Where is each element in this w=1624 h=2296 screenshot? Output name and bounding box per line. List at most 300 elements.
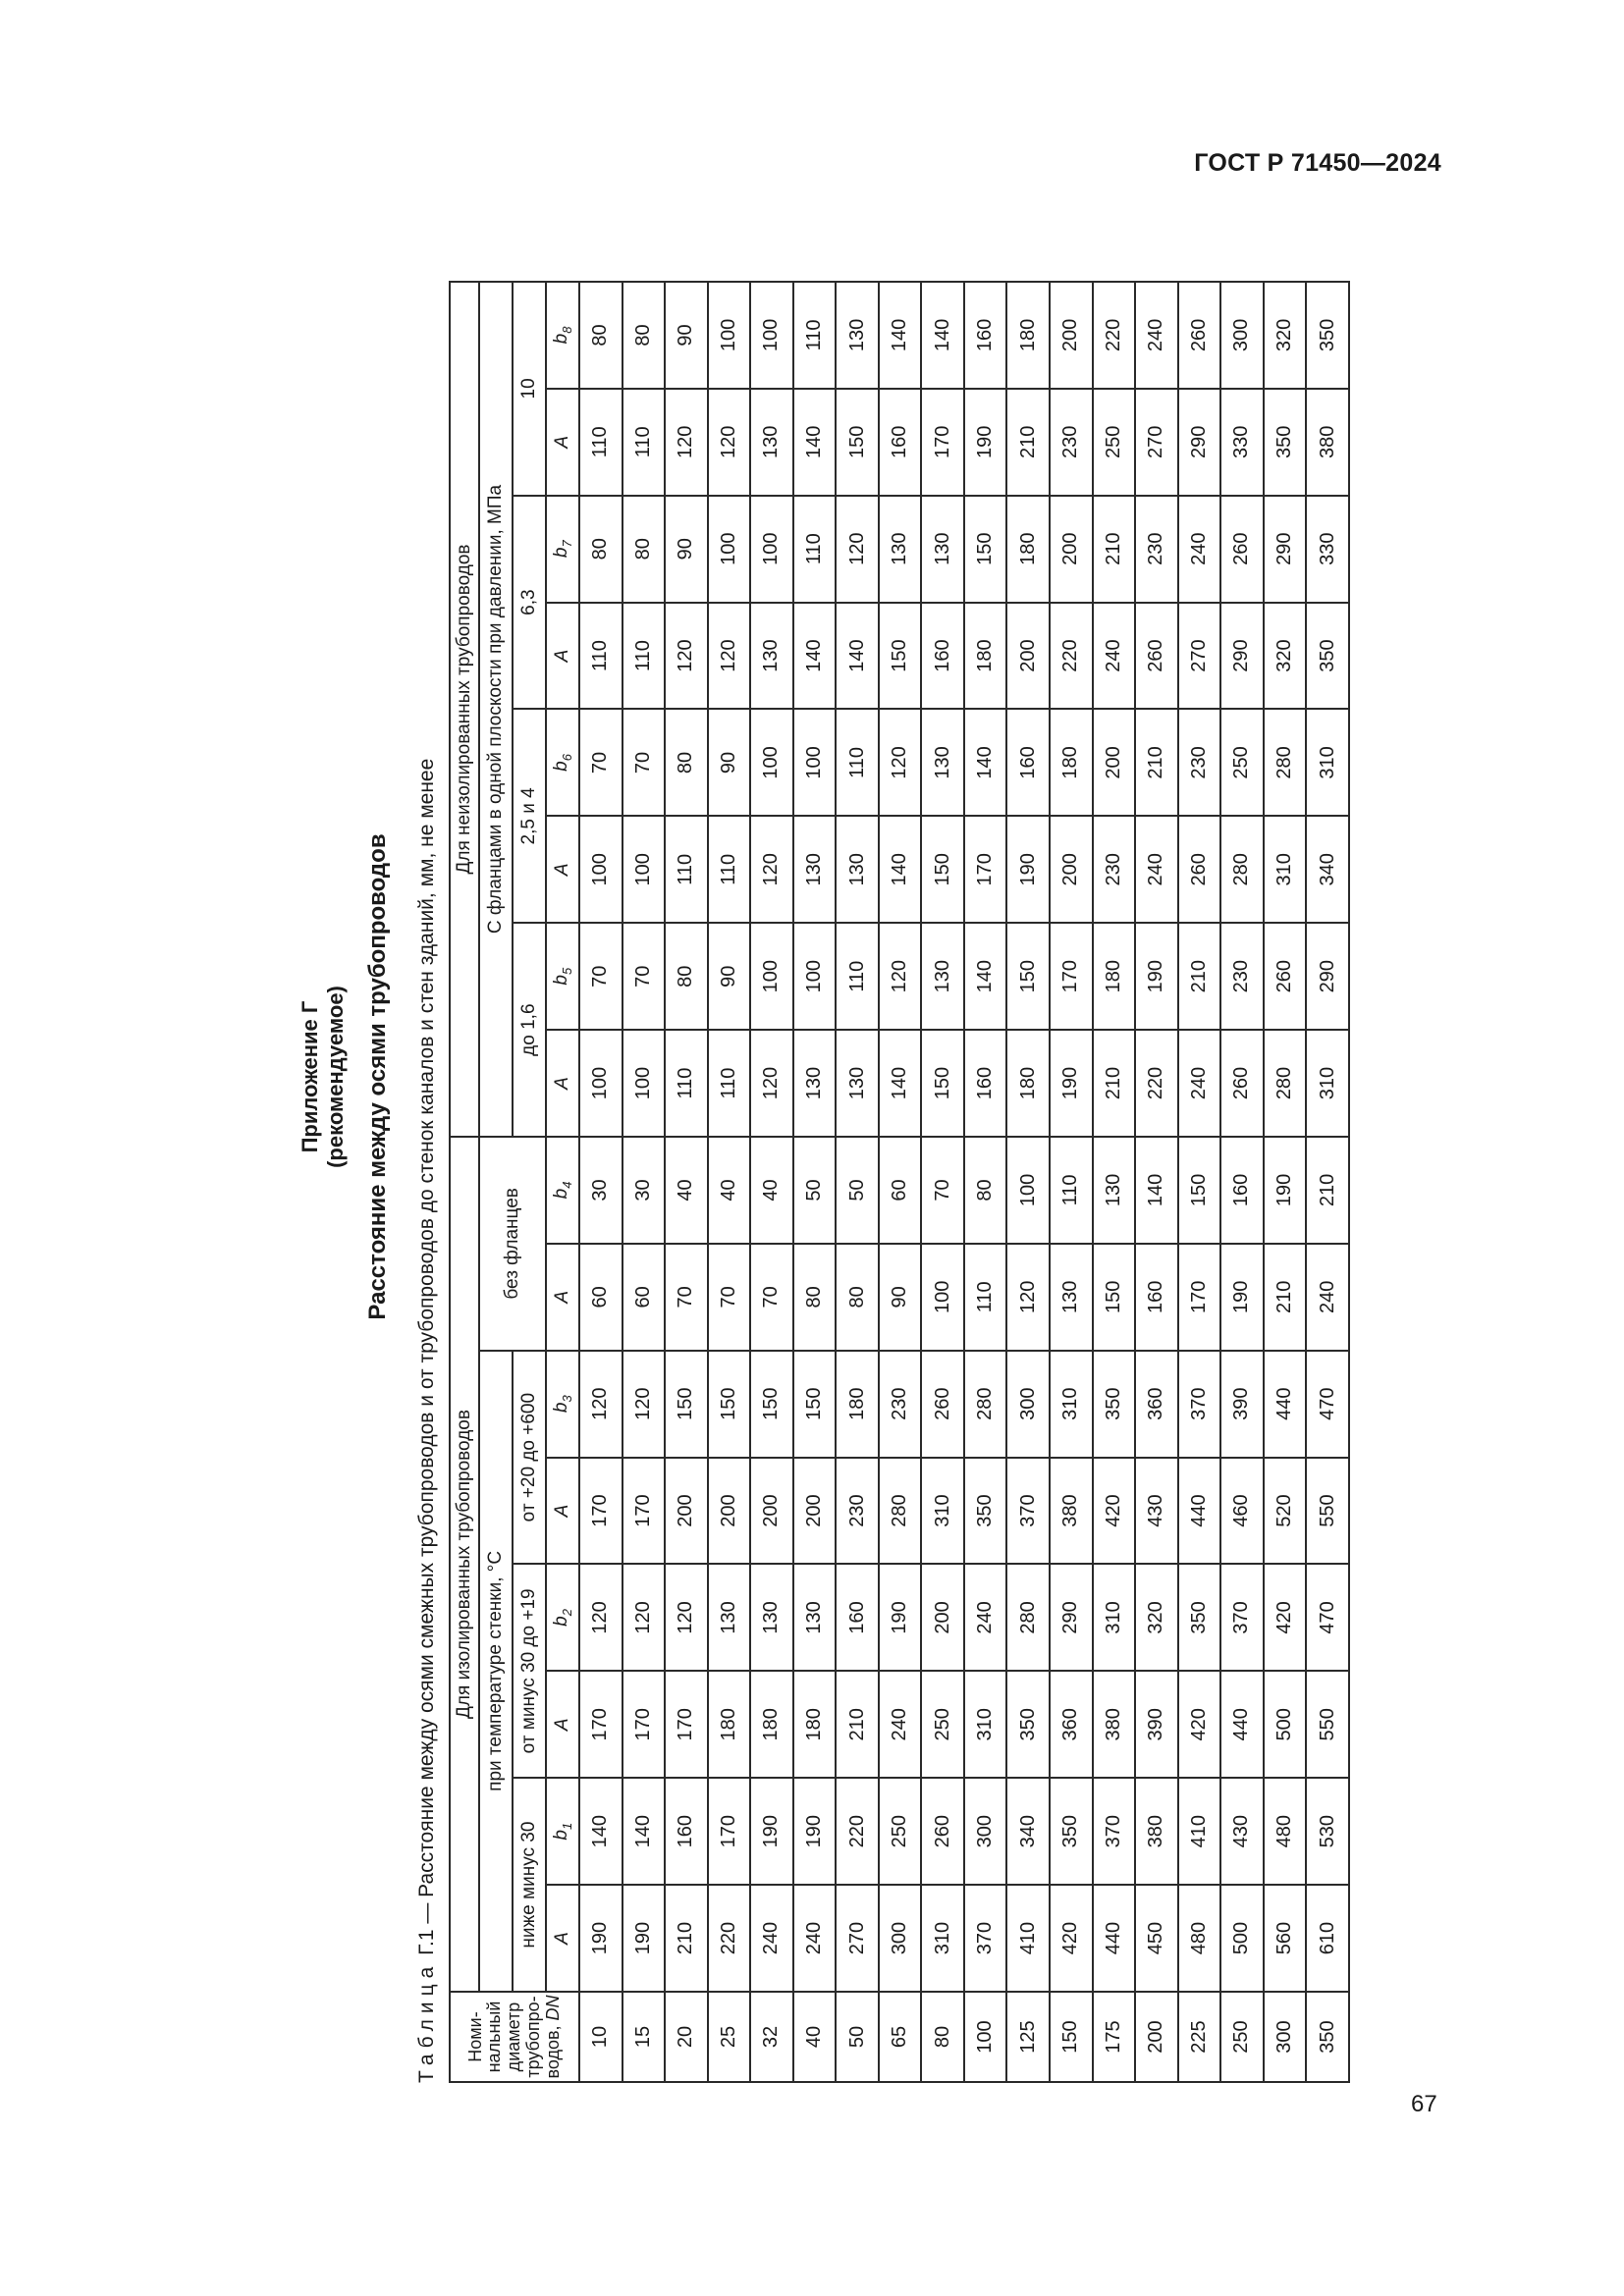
value-cell: 190 xyxy=(1006,816,1050,923)
value-cell: 450 xyxy=(1135,1885,1178,1992)
column-header: $b_6$ xyxy=(546,710,579,817)
value-cell: 150 xyxy=(665,1351,708,1458)
value-cell: 70 xyxy=(623,923,666,1030)
value-cell: 200 xyxy=(1050,816,1093,923)
table-row xyxy=(964,282,1007,2082)
value-cell: 390 xyxy=(1220,1351,1264,1458)
value-cell: 110 xyxy=(623,603,666,710)
value-cell: 250 xyxy=(1220,710,1264,817)
value-cell: 100 xyxy=(793,923,837,1030)
table-row xyxy=(750,282,793,2082)
value-cell: 220 xyxy=(1050,603,1093,710)
column-header: А xyxy=(546,1458,579,1565)
value-cell: 200 xyxy=(921,1565,964,1672)
value-cell: 370 xyxy=(964,1885,1007,1992)
value-cell: 160 xyxy=(1135,1244,1178,1351)
value-cell: 90 xyxy=(665,282,708,389)
appendix-title: Приложение Г xyxy=(298,1000,322,1153)
value-cell: 160 xyxy=(921,603,964,710)
value-cell: 120 xyxy=(836,496,879,603)
value-cell: 130 xyxy=(879,496,922,603)
value-cell: 100 xyxy=(921,1244,964,1351)
value-cell: 350 xyxy=(1093,1351,1136,1458)
value-cell: 310 xyxy=(1264,816,1307,923)
value-cell: 150 xyxy=(1093,1244,1136,1351)
value-cell: 180 xyxy=(1006,496,1050,603)
value-cell: 90 xyxy=(665,496,708,603)
table-row xyxy=(921,282,964,2082)
value-cell: 100 xyxy=(708,282,751,389)
table-row xyxy=(1178,282,1221,2082)
value-cell: 120 xyxy=(708,389,751,496)
value-cell: 310 xyxy=(1093,1565,1136,1672)
value-cell: 180 xyxy=(1006,282,1050,389)
value-cell: 100 xyxy=(579,816,623,923)
value-cell: 530 xyxy=(1306,1778,1349,1885)
value-cell: 120 xyxy=(879,710,922,817)
value-cell: 30 xyxy=(579,1137,623,1244)
value-cell: 420 xyxy=(1093,1458,1136,1565)
value-cell: 70 xyxy=(665,1244,708,1351)
value-cell: 50 xyxy=(836,1137,879,1244)
value-cell: 110 xyxy=(836,710,879,817)
value-cell: 140 xyxy=(793,603,837,710)
value-cell: 90 xyxy=(708,710,751,817)
rotated-content xyxy=(288,71,1417,2083)
value-cell: 260 xyxy=(921,1351,964,1458)
value-cell: 190 xyxy=(1135,923,1178,1030)
header-pressure-4: 10 xyxy=(513,282,546,496)
value-cell: 260 xyxy=(1178,282,1221,389)
value-cell: 350 xyxy=(1306,282,1349,389)
dn-cell: 10 xyxy=(579,1992,623,2082)
value-cell: 320 xyxy=(1264,282,1307,389)
value-cell: 100 xyxy=(793,710,837,817)
value-cell: 180 xyxy=(1006,1030,1050,1137)
value-cell: 610 xyxy=(1306,1885,1349,1992)
dn-cell: 125 xyxy=(1006,1992,1050,2082)
value-cell: 240 xyxy=(1178,1030,1221,1137)
value-cell: 210 xyxy=(1264,1244,1307,1351)
value-cell: 240 xyxy=(750,1885,793,1992)
value-cell: 110 xyxy=(665,816,708,923)
value-cell: 290 xyxy=(1178,389,1221,496)
table-row xyxy=(1264,282,1307,2082)
column-header: $b_8$ xyxy=(546,282,579,389)
value-cell: 390 xyxy=(1135,1671,1178,1778)
value-cell: 70 xyxy=(579,710,623,817)
value-cell: 430 xyxy=(1220,1778,1264,1885)
value-cell: 80 xyxy=(579,282,623,389)
table-row xyxy=(1050,282,1093,2082)
value-cell: 210 xyxy=(665,1885,708,1992)
dn-cell: 15 xyxy=(623,1992,666,2082)
value-cell: 370 xyxy=(1006,1458,1050,1565)
value-cell: 170 xyxy=(1178,1244,1221,1351)
dn-cell: 225 xyxy=(1178,1992,1221,2082)
value-cell: 260 xyxy=(921,1778,964,1885)
value-cell: 210 xyxy=(1306,1137,1349,1244)
value-cell: 370 xyxy=(1093,1778,1136,1885)
value-cell: 40 xyxy=(708,1137,751,1244)
header-flanges: С фланцами в одной плоскости при давлении, МПа xyxy=(479,282,513,1137)
value-cell: 150 xyxy=(921,1030,964,1137)
header-dn: Номи-нальный диаметр трубопро-водов, DN xyxy=(450,1992,579,2082)
value-cell: 130 xyxy=(836,282,879,389)
value-cell: 70 xyxy=(579,923,623,1030)
value-cell: 360 xyxy=(1135,1351,1178,1458)
value-cell: 110 xyxy=(793,496,837,603)
value-cell: 160 xyxy=(1220,1137,1264,1244)
value-cell: 220 xyxy=(1093,282,1136,389)
value-cell: 120 xyxy=(623,1565,666,1672)
value-cell: 140 xyxy=(964,710,1007,817)
value-cell: 100 xyxy=(579,1030,623,1137)
table-row xyxy=(579,282,623,2082)
value-cell: 120 xyxy=(708,603,751,710)
value-cell: 230 xyxy=(836,1458,879,1565)
value-cell: 410 xyxy=(1006,1885,1050,1992)
column-header: $b_1$ xyxy=(546,1778,579,1885)
value-cell: 440 xyxy=(1178,1458,1221,1565)
value-cell: 350 xyxy=(1306,603,1349,710)
value-cell: 260 xyxy=(1264,923,1307,1030)
value-cell: 60 xyxy=(623,1244,666,1351)
column-header: А xyxy=(546,389,579,496)
value-cell: 110 xyxy=(665,1030,708,1137)
table-row xyxy=(1006,282,1050,2082)
value-cell: 140 xyxy=(921,282,964,389)
value-cell: 130 xyxy=(1093,1137,1136,1244)
value-cell: 170 xyxy=(708,1778,751,1885)
value-cell: 110 xyxy=(623,389,666,496)
value-cell: 380 xyxy=(1306,389,1349,496)
column-header: $b_7$ xyxy=(546,496,579,603)
value-cell: 310 xyxy=(964,1671,1007,1778)
value-cell: 130 xyxy=(836,1030,879,1137)
value-cell: 120 xyxy=(579,1351,623,1458)
value-cell: 310 xyxy=(921,1885,964,1992)
value-cell: 310 xyxy=(921,1458,964,1565)
value-cell: 360 xyxy=(1050,1671,1093,1778)
dn-cell: 300 xyxy=(1264,1992,1307,2082)
value-cell: 200 xyxy=(708,1458,751,1565)
value-cell: 180 xyxy=(750,1671,793,1778)
header-temp-2: от минус 30 до +19 xyxy=(513,1565,546,1779)
value-cell: 80 xyxy=(665,710,708,817)
value-cell: 260 xyxy=(1220,496,1264,603)
header-pressure-2: 2,5 и 4 xyxy=(513,710,546,924)
table-row xyxy=(836,282,879,2082)
column-header: А xyxy=(546,1030,579,1137)
value-cell: 290 xyxy=(1220,603,1264,710)
value-cell: 120 xyxy=(665,1565,708,1672)
value-cell: 60 xyxy=(879,1137,922,1244)
value-cell: 240 xyxy=(964,1565,1007,1672)
value-cell: 250 xyxy=(1093,389,1136,496)
value-cell: 120 xyxy=(750,816,793,923)
value-cell: 260 xyxy=(1135,603,1178,710)
section-title: Расстояние между осями трубопроводов xyxy=(364,833,391,1320)
dn-cell: 80 xyxy=(921,1992,964,2082)
table-row xyxy=(708,282,751,2082)
value-cell: 520 xyxy=(1264,1458,1307,1565)
value-cell: 100 xyxy=(750,710,793,817)
value-cell: 120 xyxy=(665,603,708,710)
value-cell: 190 xyxy=(1264,1137,1307,1244)
value-cell: 140 xyxy=(1135,1137,1178,1244)
value-cell: 100 xyxy=(708,496,751,603)
value-cell: 260 xyxy=(1178,816,1221,923)
value-cell: 120 xyxy=(750,1030,793,1137)
value-cell: 140 xyxy=(836,603,879,710)
value-cell: 230 xyxy=(879,1351,922,1458)
value-cell: 100 xyxy=(750,282,793,389)
value-cell: 90 xyxy=(708,923,751,1030)
value-cell: 110 xyxy=(793,282,837,389)
value-cell: 130 xyxy=(1050,1244,1093,1351)
value-cell: 180 xyxy=(1050,710,1093,817)
value-cell: 130 xyxy=(836,816,879,923)
value-cell: 190 xyxy=(623,1885,666,1992)
value-cell: 230 xyxy=(1178,710,1221,817)
value-cell: 140 xyxy=(623,1778,666,1885)
value-cell: 180 xyxy=(964,603,1007,710)
value-cell: 210 xyxy=(1178,923,1221,1030)
value-cell: 50 xyxy=(793,1137,837,1244)
value-cell: 430 xyxy=(1135,1458,1178,1565)
value-cell: 150 xyxy=(836,389,879,496)
value-cell: 370 xyxy=(1220,1565,1264,1672)
value-cell: 110 xyxy=(964,1244,1007,1351)
value-cell: 500 xyxy=(1220,1885,1264,1992)
value-cell: 240 xyxy=(1178,496,1221,603)
value-cell: 190 xyxy=(1220,1244,1264,1351)
value-cell: 110 xyxy=(579,603,623,710)
value-cell: 410 xyxy=(1178,1778,1221,1885)
header-no-flanges: без фланцев xyxy=(479,1137,546,1351)
value-cell: 480 xyxy=(1264,1778,1307,1885)
value-cell: 160 xyxy=(964,282,1007,389)
value-cell: 280 xyxy=(879,1458,922,1565)
value-cell: 140 xyxy=(793,389,837,496)
value-cell: 190 xyxy=(579,1885,623,1992)
header-temperature: при температуре стенки, °С xyxy=(479,1351,513,1992)
dn-cell: 175 xyxy=(1093,1992,1136,2082)
column-header: А xyxy=(546,1671,579,1778)
value-cell: 140 xyxy=(964,923,1007,1030)
value-cell: 190 xyxy=(879,1565,922,1672)
value-cell: 200 xyxy=(793,1458,837,1565)
value-cell: 290 xyxy=(1050,1565,1093,1672)
column-header: $b_2$ xyxy=(546,1565,579,1672)
value-cell: 380 xyxy=(1093,1671,1136,1778)
value-cell: 230 xyxy=(1135,496,1178,603)
dn-cell: 25 xyxy=(708,1992,751,2082)
value-cell: 210 xyxy=(1093,496,1136,603)
value-cell: 230 xyxy=(1220,923,1264,1030)
standard-number: ГОСТ Р 71450—2024 xyxy=(1194,149,1441,177)
value-cell: 200 xyxy=(1050,282,1093,389)
value-cell: 310 xyxy=(1306,1030,1349,1137)
dn-cell: 250 xyxy=(1220,1992,1264,2082)
value-cell: 560 xyxy=(1264,1885,1307,1992)
value-cell: 470 xyxy=(1306,1351,1349,1458)
distance-table xyxy=(449,281,1350,2083)
value-cell: 100 xyxy=(623,816,666,923)
value-cell: 80 xyxy=(836,1244,879,1351)
value-cell: 80 xyxy=(964,1137,1007,1244)
value-cell: 130 xyxy=(750,603,793,710)
column-header: А xyxy=(546,1244,579,1351)
value-cell: 190 xyxy=(964,389,1007,496)
value-cell: 150 xyxy=(708,1351,751,1458)
dn-cell: 40 xyxy=(793,1992,837,2082)
value-cell: 550 xyxy=(1306,1671,1349,1778)
column-header: А xyxy=(546,1885,579,1992)
value-cell: 440 xyxy=(1264,1351,1307,1458)
header-temp-1: ниже минус 30 xyxy=(513,1778,546,1992)
table-caption-label: Таблица xyxy=(415,1960,438,2083)
table-row xyxy=(1093,282,1136,2082)
value-cell: 220 xyxy=(708,1885,751,1992)
value-cell: 30 xyxy=(623,1137,666,1244)
value-cell: 170 xyxy=(579,1458,623,1565)
value-cell: 130 xyxy=(921,923,964,1030)
header-pressure-3: 6,3 xyxy=(513,496,546,710)
value-cell: 180 xyxy=(793,1671,837,1778)
value-cell: 210 xyxy=(836,1671,879,1778)
value-cell: 170 xyxy=(579,1671,623,1778)
value-cell: 270 xyxy=(836,1885,879,1992)
dn-cell: 65 xyxy=(879,1992,922,2082)
value-cell: 110 xyxy=(1050,1137,1093,1244)
value-cell: 380 xyxy=(1050,1458,1093,1565)
value-cell: 480 xyxy=(1178,1885,1221,1992)
value-cell: 160 xyxy=(1006,710,1050,817)
value-cell: 280 xyxy=(1220,816,1264,923)
value-cell: 550 xyxy=(1306,1458,1349,1565)
value-cell: 100 xyxy=(623,1030,666,1137)
value-cell: 240 xyxy=(793,1885,837,1992)
header-uninsulated: Для неизолированных трубопроводов xyxy=(450,282,479,1137)
value-cell: 100 xyxy=(750,496,793,603)
value-cell: 220 xyxy=(1135,1030,1178,1137)
value-cell: 170 xyxy=(1050,923,1093,1030)
value-cell: 150 xyxy=(1178,1137,1221,1244)
value-cell: 350 xyxy=(964,1458,1007,1565)
table-row xyxy=(879,282,922,2082)
table-row xyxy=(793,282,837,2082)
value-cell: 160 xyxy=(836,1565,879,1672)
table-caption-text: Г.1 — Расстояние между осями смежных трубопроводов и от трубопроводов до стенок каналов и стен зданий, мм, не менее xyxy=(415,758,438,1955)
value-cell: 350 xyxy=(1050,1778,1093,1885)
value-cell: 200 xyxy=(1093,710,1136,817)
header-pressure-1: до 1,6 xyxy=(513,923,546,1137)
value-cell: 240 xyxy=(1093,603,1136,710)
value-cell: 120 xyxy=(623,1351,666,1458)
value-cell: 180 xyxy=(708,1671,751,1778)
value-cell: 370 xyxy=(1178,1351,1221,1458)
value-cell: 330 xyxy=(1220,389,1264,496)
value-cell: 140 xyxy=(879,816,922,923)
value-cell: 310 xyxy=(1050,1351,1093,1458)
value-cell: 180 xyxy=(1093,923,1136,1030)
dn-cell: 350 xyxy=(1306,1992,1349,2082)
value-cell: 200 xyxy=(1006,603,1050,710)
value-cell: 420 xyxy=(1178,1671,1221,1778)
value-cell: 280 xyxy=(1264,1030,1307,1137)
value-cell: 180 xyxy=(836,1351,879,1458)
value-cell: 170 xyxy=(964,816,1007,923)
value-cell: 150 xyxy=(1006,923,1050,1030)
column-header: $b_3$ xyxy=(546,1351,579,1458)
value-cell: 200 xyxy=(665,1458,708,1565)
value-cell: 300 xyxy=(964,1778,1007,1885)
table-row xyxy=(1306,282,1349,2082)
dn-cell: 20 xyxy=(665,1992,708,2082)
value-cell: 170 xyxy=(623,1458,666,1565)
value-cell: 110 xyxy=(836,923,879,1030)
dn-cell: 50 xyxy=(836,1992,879,2082)
value-cell: 70 xyxy=(623,710,666,817)
value-cell: 420 xyxy=(1264,1565,1307,1672)
value-cell: 140 xyxy=(579,1778,623,1885)
value-cell: 170 xyxy=(665,1671,708,1778)
dn-cell: 32 xyxy=(750,1992,793,2082)
value-cell: 280 xyxy=(1264,710,1307,817)
value-cell: 240 xyxy=(1135,282,1178,389)
value-cell: 250 xyxy=(879,1778,922,1885)
value-cell: 190 xyxy=(1050,1030,1093,1137)
value-cell: 300 xyxy=(1220,282,1264,389)
value-cell: 320 xyxy=(1264,603,1307,710)
value-cell: 120 xyxy=(665,389,708,496)
value-cell: 310 xyxy=(1306,710,1349,817)
value-cell: 230 xyxy=(1050,389,1093,496)
value-cell: 130 xyxy=(921,710,964,817)
value-cell: 470 xyxy=(1306,1565,1349,1672)
value-cell: 350 xyxy=(1264,389,1307,496)
value-cell: 240 xyxy=(1306,1244,1349,1351)
value-cell: 290 xyxy=(1306,923,1349,1030)
value-cell: 460 xyxy=(1220,1458,1264,1565)
value-cell: 80 xyxy=(623,282,666,389)
value-cell: 210 xyxy=(1093,1030,1136,1137)
value-cell: 160 xyxy=(665,1778,708,1885)
value-cell: 40 xyxy=(750,1137,793,1244)
value-cell: 90 xyxy=(879,1244,922,1351)
value-cell: 240 xyxy=(879,1671,922,1778)
value-cell: 330 xyxy=(1306,496,1349,603)
value-cell: 320 xyxy=(1135,1565,1178,1672)
value-cell: 140 xyxy=(879,282,922,389)
value-cell: 280 xyxy=(964,1351,1007,1458)
value-cell: 60 xyxy=(579,1244,623,1351)
value-cell: 380 xyxy=(1135,1778,1178,1885)
dn-cell: 100 xyxy=(964,1992,1007,2082)
dn-cell: 200 xyxy=(1135,1992,1178,2082)
dn-cell: 150 xyxy=(1050,1992,1093,2082)
value-cell: 300 xyxy=(879,1885,922,1992)
value-cell: 130 xyxy=(750,389,793,496)
value-cell: 120 xyxy=(1006,1244,1050,1351)
value-cell: 210 xyxy=(1135,710,1178,817)
value-cell: 290 xyxy=(1264,496,1307,603)
value-cell: 190 xyxy=(750,1778,793,1885)
value-cell: 120 xyxy=(579,1565,623,1672)
value-cell: 130 xyxy=(793,1030,837,1137)
